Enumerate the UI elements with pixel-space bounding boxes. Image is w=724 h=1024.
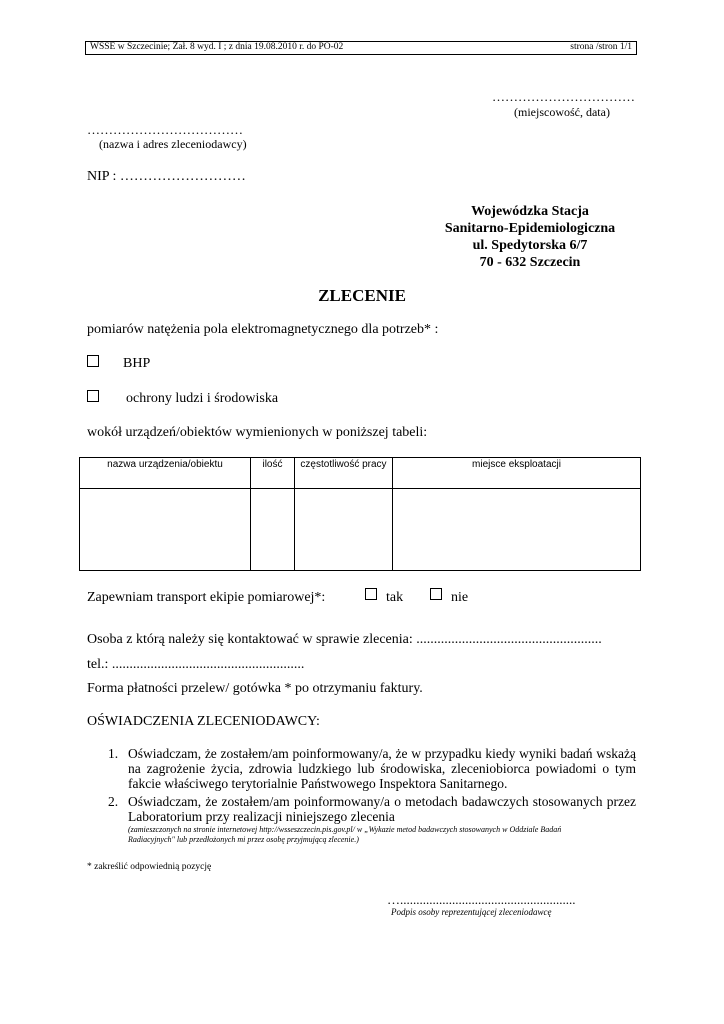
transport-yes-label: tak <box>386 590 404 605</box>
col-location: miejsce eksploatacji <box>393 458 641 489</box>
footnote: * zakreślić odpowiednią pozycję <box>87 862 212 872</box>
nip-field[interactable]: NIP : ……………………… <box>87 169 246 184</box>
transport-label: Zapewniam transport ekipie pomiarowej*: <box>87 590 326 605</box>
recipient-line-2: Sanitarno-Epidemiologiczna <box>444 221 616 236</box>
bhp-checkbox[interactable] <box>87 355 99 367</box>
environment-label: ochrony ludzi i środowiska <box>126 391 279 406</box>
devices-table <box>79 457 641 571</box>
col-quantity: ilość <box>251 458 295 489</box>
payment-text: Forma płatności przelew/ gotówka * po otrzymaniu faktury. <box>87 681 423 696</box>
document-title: ZLECENIE <box>318 286 406 305</box>
declaration-number: 2. <box>108 794 119 809</box>
place-date-label: (miejscowość, data) <box>514 105 610 119</box>
transport-no-label: nie <box>451 590 469 605</box>
cell-quantity[interactable] <box>251 489 295 571</box>
declarations-title: OŚWIADCZENIA ZLECENIODAWCY: <box>87 714 320 729</box>
signature-label: Podpis osoby reprezentującej zleceniodawcę <box>391 907 552 917</box>
transport-no-checkbox[interactable] <box>430 588 442 600</box>
table-intro-text: wokół urządzeń/obiektów wymienionych w poniższej tabeli: <box>87 425 428 440</box>
phone-field[interactable]: tel.: ....................................................... <box>87 657 305 672</box>
recipient-line-3: ul. Spedytorska 6/7 <box>472 238 588 253</box>
cell-device-name[interactable] <box>80 489 251 571</box>
table-header-row <box>80 458 641 489</box>
document-header <box>85 41 637 55</box>
environment-checkbox[interactable] <box>87 390 99 402</box>
client-name-dots[interactable]: ……………………………… <box>87 122 243 137</box>
col-frequency: częstotliwość pracy <box>295 458 393 489</box>
declaration-note: (zamieszczonych na stronie internetowej http://wsseszczecin.pis.gov.pl/ w „Wykazie metod badawczych stosowanych w Oddziale Badań Radiacyjnych" lub przedłożonych mi przez osobę przyjmującą zlecenie.) <box>128 825 562 844</box>
header-page-number: strona /stron 1/1 <box>570 42 632 52</box>
transport-yes-checkbox[interactable] <box>365 588 377 600</box>
recipient-line-4: 70 - 632 Szczecin <box>479 255 581 270</box>
table-row[interactable] <box>80 489 641 571</box>
contact-person-field[interactable]: Osoba z którą należy się kontaktować w sprawie zlecenia: ..................................................... <box>87 632 602 647</box>
cell-location[interactable] <box>393 489 641 571</box>
recipient-address <box>400 203 660 271</box>
header-reference: WSSE w Szczecinie; Zał. 8 wyd. I ; z dnia 19.08.2010 r. do PO-02 <box>90 42 344 52</box>
declaration-number: 1. <box>108 746 119 761</box>
intro-text: pomiarów natężenia pola elektromagnetycznego dla potrzeb* : <box>87 322 439 337</box>
place-date-dots[interactable]: …………………………… <box>492 89 635 104</box>
bhp-label: BHP <box>123 356 151 371</box>
col-device-name: nazwa urządzenia/obiektu <box>80 458 251 489</box>
cell-frequency[interactable] <box>295 489 393 571</box>
declaration-text: Oświadczam, że zostałem/am poinformowany/a, że w przypadku kiedy wyniki badań wskażą na zagrożenie życia, zdrowia ludzkiego lub środowiska, zleceniobiorca powiadomi o tym fakcie właściwego terytorialnie Państwowego Inspektora Sanitarnego. <box>128 746 636 791</box>
client-name-label: (nazwa i adres zleceniodawcy) <box>99 137 247 151</box>
declaration-text: Oświadczam, że zostałem/am poinformowany/a o metodach badawczych stosowanych przez Laboratorium przy realizacji niniejszego zlecenia <box>128 794 636 824</box>
recipient-line-1: Wojewódzka Stacja <box>471 204 589 219</box>
signature-dots[interactable]: …...................................................... <box>387 892 576 907</box>
